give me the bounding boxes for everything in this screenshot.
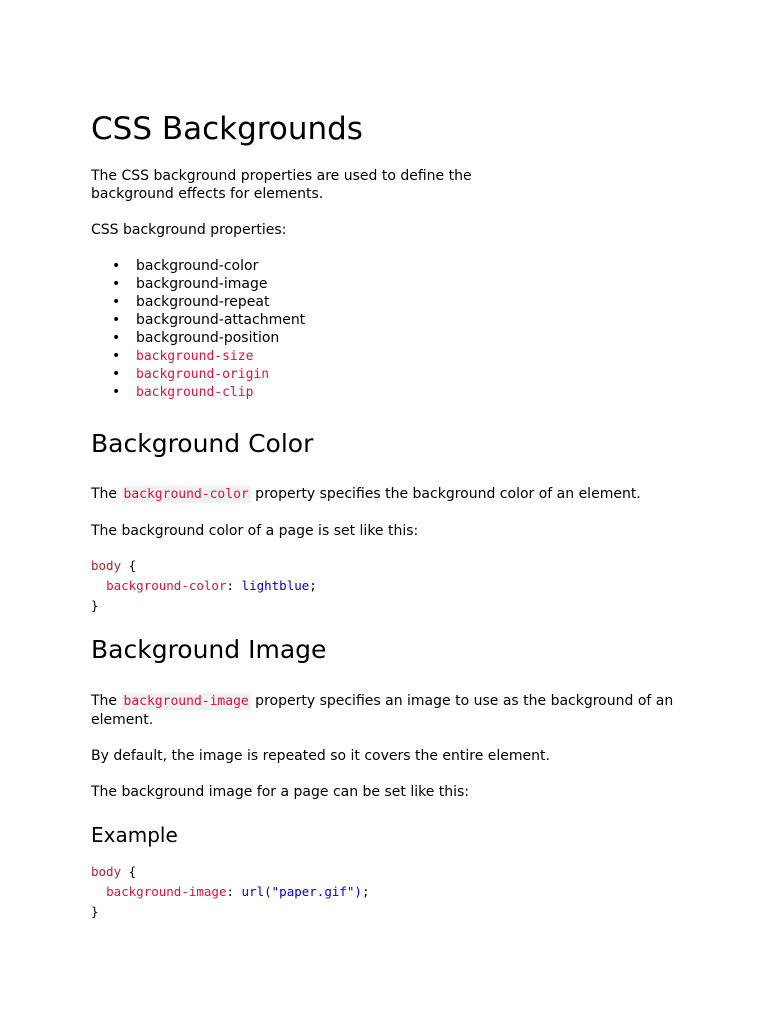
property-name: background-repeat	[136, 294, 270, 310]
code-punctuation: {	[121, 864, 137, 879]
para-text: The	[91, 693, 122, 709]
property-name: background-attachment	[136, 312, 306, 328]
bullet-icon: •	[112, 384, 121, 400]
background-image-default: By default, the image is repeated so it covers the entire element.	[91, 748, 550, 764]
code-punctuation: :	[226, 578, 242, 593]
code-punctuation: ;	[309, 578, 317, 593]
bullet-icon: •	[112, 366, 121, 382]
property-list-item	[91, 365, 305, 383]
code-line	[91, 902, 370, 922]
property-list-item	[91, 383, 305, 401]
bullet-icon: •	[112, 330, 121, 346]
code-punctuation: }	[91, 598, 99, 613]
background-color-heading: Background Color	[91, 429, 314, 458]
para-text: The	[91, 486, 122, 502]
para-text: property specifies an image to use as the background of an element.	[91, 693, 674, 728]
code-punctuation: :	[226, 884, 242, 899]
bullet-icon: •	[112, 258, 121, 274]
property-list-item	[91, 311, 305, 329]
background-color-howto: The background color of a page is set like this:	[91, 523, 419, 539]
property-name: background-clip	[136, 385, 254, 400]
example-heading: Example	[91, 823, 178, 847]
property-name: background-origin	[136, 367, 270, 382]
para-text: property specifies the background color of an element.	[250, 486, 641, 502]
code-value: url("paper.gif")	[241, 884, 362, 899]
inline-code-background-image: background-image	[123, 694, 249, 709]
property-name: background-image	[136, 276, 268, 292]
intro-paragraph: The CSS background properties are used to define the background effects for elements.	[91, 168, 472, 202]
property-name: background-position	[136, 330, 280, 346]
property-list-item	[91, 293, 305, 311]
background-image-code-block	[91, 862, 370, 922]
background-color-paragraph	[91, 485, 691, 504]
bullet-icon: •	[112, 312, 121, 328]
code-property: background-image	[106, 884, 227, 899]
code-punctuation: }	[91, 904, 99, 919]
bullet-icon: •	[112, 294, 121, 310]
inline-code-background-color: background-color	[123, 487, 249, 502]
background-image-heading: Background Image	[91, 635, 327, 664]
bullet-icon: •	[112, 276, 121, 292]
code-line	[91, 596, 317, 616]
code-line	[91, 556, 317, 576]
code-line	[91, 576, 317, 596]
property-list-item	[91, 329, 305, 347]
code-value: lightblue	[241, 578, 310, 593]
code-line	[91, 882, 370, 902]
code-line	[91, 862, 370, 882]
property-list-item	[91, 275, 305, 293]
code-punctuation: ;	[361, 884, 370, 899]
code-selector: body	[91, 864, 122, 879]
property-list-item	[91, 257, 305, 275]
bullet-icon: •	[112, 348, 121, 364]
background-image-howto: The background image for a page can be set like this:	[91, 784, 470, 800]
code-punctuation: {	[121, 558, 137, 573]
properties-label: CSS background properties:	[91, 222, 287, 238]
property-name: background-color	[136, 258, 259, 274]
properties-list	[91, 257, 305, 401]
page-title: CSS Backgrounds	[91, 111, 363, 147]
property-name: background-size	[136, 349, 254, 364]
property-list-item	[91, 347, 305, 365]
background-color-code-block	[91, 556, 317, 616]
code-property: background-color	[106, 578, 227, 593]
code-selector: body	[91, 558, 122, 573]
background-image-paragraph	[91, 692, 691, 729]
